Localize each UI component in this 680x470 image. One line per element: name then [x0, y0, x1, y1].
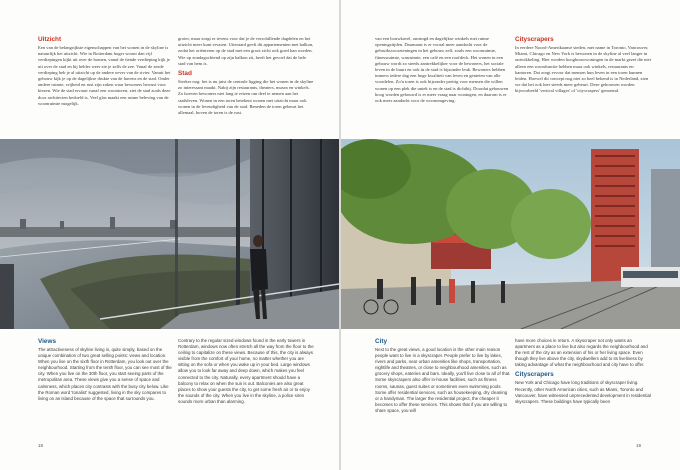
stad-intro-text: groter, maar zorgt er tevens voor dat je de verschillende dagdelen en het uitzicht meer kunt ervaren. Uiteraard geeft dit appartementen met balkon, zodat het oriënteren op de stad met een groot zicht ook goed kan worden. Wie op zondagochtend op zijn balkon zit, heeft het gevoel dat de hele stad van hem is. — [178, 36, 314, 66]
left-col-3 — [38, 338, 174, 444]
uitzicht-heading: Uitzicht — [38, 36, 62, 43]
left-col-2 — [178, 36, 314, 132]
cityscrapers-nl-heading: Cityscrapers — [515, 36, 554, 43]
uitzicht-text: Een van de belangrijkste eigenschappen van het wonen in de skyline is natuurlijk het uitzicht. Wie in Rotterdam hoger woont dan vijf verdiepingen kijkt uit over de bomen, vanaf de tiende verdieping kijk je uit over de stad en bij helder weer zie je zelfs de zee. Vanaf de zesde verdieping heb je al uitzicht op de andere oever van de rivier. Vanuit het gebouw kijk je op de dagelijkse drukte van de havens en de stad. Onder andere ruimte, vrijheid en rust zijn zaken waar bewoners bewust voor kiezen. Wie de stad ervaart vanaf een woontoren, ziet de stad zoals deze door architecten bedoeld is. Veel glas maakt een ruime beleving van de woonruimte mogelijk. — [38, 45, 171, 106]
city-text: Next to the great views, a good location is the other main reason people want to live in a skyscraper. People prefer to live by lakes, rivers and parks, near urban amenities like shops, transportation, nightlife and theatres, or close to neighbourhood amenities, such as grocery shops, eateries and bars. Ideally, you'll live close to all of that. Some skyscrapers also offer in-house facilities, such as fitness rooms, saunas, guest suites or sometimes even swimming pools. Some offer residential services, such as housekeeping, dry cleaning or a handyman. The larger the residential project, the cheaper it becomes to offer these services. This shows that if you are willing to share space, you will — [375, 347, 511, 413]
right-col-1 — [375, 36, 511, 132]
right-col-3 — [375, 338, 511, 444]
street-scene-illustration — [341, 139, 680, 329]
stad-heading: Stad — [178, 70, 192, 78]
stad-text: Sterker nog: het is nu juist de centrale ligging die het wonen in de skyline zo interessant maakt. Nabij zijn restaurants, theaters, musea en winkels. Zo hoeven bewoners niet lang te reizen om deel te nemen aan het stadsleven. Wonen in een toren betekent wonen met uitzicht maar ook wonen in de levendigheid van de stad. Beneden de toren gebeurt het allemaal, boven de toren is de rust. — [178, 79, 314, 116]
views-continued-text: Contrary to the regular sized windows found in the early towers in Rotterdam, windows now often stretch all the way from the floor to the ceiling to capitalize on these views. Because of this, the city is always visible from the comfort of your home, no matter whether you are sitting on the sofa or when you wake up in your bed. Large windows allow you to look far away and deep down, which makes you feel connected to the city. Naturally, every apartment should have a balcony to relax on when the sun is out. Balconies are also great places to show your guests the city, to get some fresh air or to enjoy the sounds of the city. When you live in the skyline, a police siren sounds more urban than alarming. — [178, 338, 314, 404]
right-col-4 — [515, 338, 651, 444]
left-col-4 — [178, 338, 314, 444]
stad-continued-text: van een bouwkavel, omringd en dagelijkse winkels met ruime openingstijden. Daarnaast is er vooral meer aandacht voor de gebruiksvoorzieningen in het gebouw zelf, zoals een woonruimte, fitnessruimte, wasruimte, een café en een roofdeck. Het wonen in een gebouw wordt zo steeds aantrekkelijker voor de bewoners, het sociale leven in de buurt en ook in de stad is bijzonder leuk. Bewoners hebben immers iedere dag een hoge kwaliteit van leven en genieten van alle voordelen. Zo'n toren is ook bijzonder prettig voor mensen die willen wonen op een plek die uniek is en de stad is dichtbij. Doordat gebouwen hoog worden gebouwd is er meer vraag naar woningen, en daarom is er ook meer aandacht voor de woonomgeving. — [375, 36, 509, 104]
cityscrapers-en-heading: Cityscrapers — [515, 371, 554, 379]
city-heading: City — [375, 338, 388, 345]
right-col-2 — [515, 36, 651, 132]
views-heading: Views — [38, 338, 57, 345]
street-scene-photo — [341, 139, 680, 329]
page-number-left: 18 — [38, 443, 44, 448]
city-continued-text: have more choices in return. A skyscraper not only wants an apartment as a place to live but also regards the neighbourhood and the rest of the city as an extension of his or her living space. Even though they live above the city, skydwellers add to its liveliness by taking advantage of what the neighbourhood and city have to offer. — [515, 338, 648, 368]
cityscrapers-en-text: New York and Chicago have long traditions of skyscraper living. Recently, other North American cities, such as Miami, Toronto and Vancouver, have witnessed unprecedented development in residential skyscrapers. These buildings have typically been — [515, 380, 651, 404]
views-text: The attractiveness of skyline living is, quite simply, based on the unique combination of two great selling points: views and location. When you live on the sixth floor in Rotterdam, you look out over the neighbourhood. Starting from the tenth floor, you can see most of the city. When you live on the 30th floor, you start seeing parts of the metropolitan area. These views give you a sense of space and calmness, which places city contrasts with the busy city below. Like the Roman word 'tonalist' suggested, living in the sky compares to living on an island because of the space that surrounds you. — [38, 347, 172, 401]
page-number-right: 19 — [636, 443, 642, 448]
left-col-1 — [38, 36, 174, 132]
cityscrapers-nl-text: In eerdere Noord-Amerikaanse steden, met name in Toronto, Vancouver, Miami, Chicago en New York is bewonen in de skyline al veel langer in ontwikkeling. Hier worden hoogbouwwoningen in de markt gezet die niet alleen een woonfunctie hebben maar ook winkels, restaurants en kantoren. Dat zorgt ervoor dat mensen hun leven in een toren kunnen leiden. Hoewel dit concept nog niet zo heel bekend is in Nederland, zien we dat het ook hier steeds meer gebeurt. Deze gebouwen worden bijvoorbeeld 'vertical villages' of 'cityscrapers' genoemd. — [515, 45, 651, 94]
balcony-view-photo — [0, 139, 339, 329]
balcony-view-illustration — [0, 139, 339, 329]
